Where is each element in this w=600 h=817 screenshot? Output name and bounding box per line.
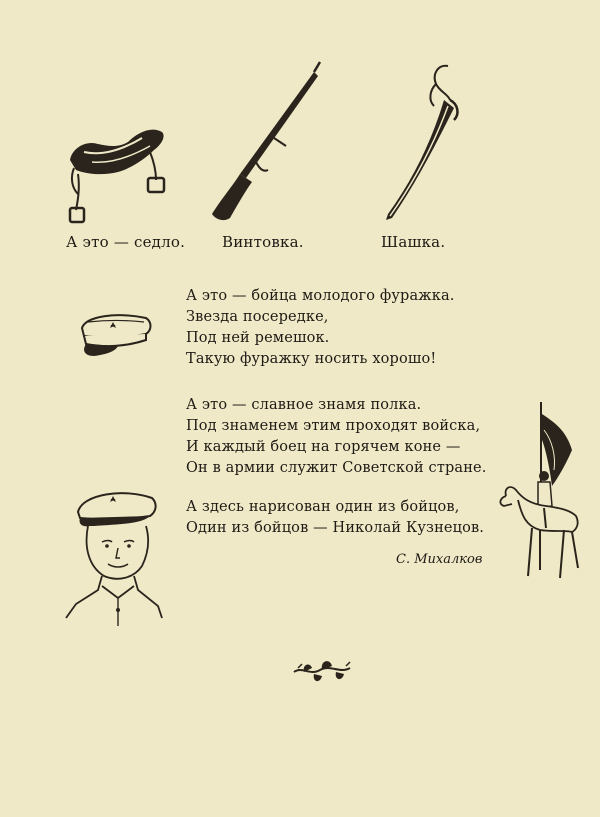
stanza-line: И каждый боец на горячем коне — — [186, 439, 461, 455]
rifle-caption: Винтовка. — [222, 233, 304, 251]
stanza-line: Звезда посередке, — [186, 309, 329, 325]
sabre-illustration — [378, 60, 468, 228]
stanza-line: Под знаменем этим проходят войска, — [186, 418, 481, 434]
sabre-caption: Шашка. — [381, 233, 446, 251]
saddle-illustration — [62, 118, 172, 230]
author-signature: С. Михалков — [396, 552, 483, 567]
stanza-banner — [186, 395, 487, 479]
horseman-banner-illustration — [496, 400, 588, 582]
soldier-portrait-illustration — [64, 486, 164, 630]
cap-illustration — [76, 308, 156, 360]
stanza-line: Один из бойцов — Николай Кузнецов. — [186, 520, 485, 536]
stanza-line: А это — бойца молодого фуражка. — [186, 288, 455, 304]
stanza-line: А это — славное знамя полка. — [186, 397, 422, 413]
rifle-illustration — [204, 58, 328, 226]
stanza-cap — [186, 286, 455, 370]
saddle-caption: А это — седло. — [66, 233, 186, 251]
stanza-line: А здесь нарисован один из бойцов, — [186, 499, 460, 515]
stanza-soldier — [186, 497, 484, 539]
decorative-ornament — [290, 656, 354, 686]
stanza-line: Он в армии служит Советской стране. — [186, 460, 487, 476]
stanza-line: Под ней ремешок. — [186, 330, 330, 346]
stanza-line: Такую фуражку носить хорошо! — [186, 351, 437, 367]
